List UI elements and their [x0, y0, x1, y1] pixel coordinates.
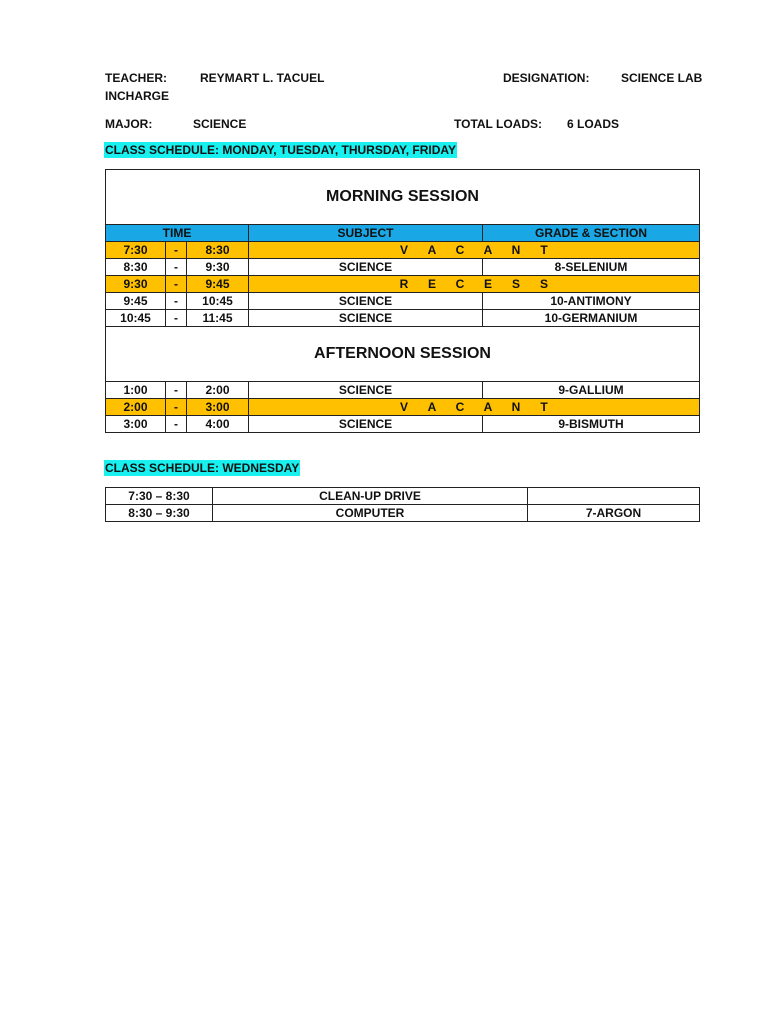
time-dash: -	[166, 310, 187, 327]
time-end: 9:45	[187, 276, 249, 293]
time-start: 8:30	[106, 259, 166, 276]
time-dash: -	[166, 293, 187, 310]
designation-value: SCIENCE LAB	[621, 71, 703, 85]
teacher-label: TEACHER:	[105, 71, 167, 85]
major-label: MAJOR:	[105, 117, 153, 131]
time-dash: -	[166, 399, 187, 416]
total-loads-value: 6 LOADS	[567, 117, 620, 131]
column-header-row	[106, 225, 700, 242]
time-start: 9:45	[106, 293, 166, 310]
table-row	[106, 310, 700, 327]
subject-cell: V A C A N T	[249, 399, 700, 416]
wed-section-cell	[528, 488, 700, 505]
table-row	[106, 488, 700, 505]
time-start: 2:00	[106, 399, 166, 416]
wed-time-cell: 8:30 – 9:30	[106, 505, 213, 522]
time-end: 4:00	[187, 416, 249, 433]
table-row	[106, 382, 700, 399]
total-loads-label: TOTAL LOADS:	[454, 117, 542, 131]
subject-cell: V A C A N T	[249, 242, 700, 259]
section-cell: 9-BISMUTH	[483, 416, 700, 433]
wed-time-cell: 7:30 – 8:30	[106, 488, 213, 505]
time-end: 11:45	[187, 310, 249, 327]
table-row	[106, 416, 700, 433]
wed-subject-cell: COMPUTER	[213, 505, 528, 522]
table-row	[106, 293, 700, 310]
time-end: 2:00	[187, 382, 249, 399]
schedule-table	[105, 169, 700, 433]
time-end: 9:30	[187, 259, 249, 276]
table-row	[106, 505, 700, 522]
teacher-name: REYMART L. TACUEL	[200, 71, 325, 85]
wed-section-cell: 7-ARGON	[528, 505, 700, 522]
time-start: 10:45	[106, 310, 166, 327]
time-dash: -	[166, 242, 187, 259]
section-cell: 10-GERMANIUM	[483, 310, 700, 327]
designation-label: DESIGNATION:	[503, 71, 590, 85]
afternoon-session-row	[106, 327, 700, 382]
wed-subject-cell: CLEAN-UP DRIVE	[213, 488, 528, 505]
designation-value-cont: INCHARGE	[105, 89, 170, 103]
section-cell: 10-ANTIMONY	[483, 293, 700, 310]
schedule-mttf-title: CLASS SCHEDULE: MONDAY, TUESDAY, THURSDAY, FRIDAY	[105, 143, 456, 157]
subject-cell: SCIENCE	[249, 382, 483, 399]
time-end: 3:00	[187, 399, 249, 416]
subject-cell: SCIENCE	[249, 259, 483, 276]
time-start: 9:30	[106, 276, 166, 293]
time-dash: -	[166, 276, 187, 293]
time-end: 8:30	[187, 242, 249, 259]
table-row	[106, 276, 700, 293]
time-end: 10:45	[187, 293, 249, 310]
time-dash: -	[166, 259, 187, 276]
subject-cell: R E C E S S	[249, 276, 700, 293]
subject-cell: SCIENCE	[249, 310, 483, 327]
table-row	[106, 399, 700, 416]
time-start: 3:00	[106, 416, 166, 433]
column-header-time: TIME	[106, 225, 249, 242]
time-start: 1:00	[106, 382, 166, 399]
subject-cell: SCIENCE	[249, 293, 483, 310]
subject-cell: SCIENCE	[249, 416, 483, 433]
column-header-section: GRADE & SECTION	[483, 225, 700, 242]
afternoon-session-title: AFTERNOON SESSION	[106, 327, 700, 382]
table-row	[106, 259, 700, 276]
major-value: SCIENCE	[193, 117, 247, 131]
time-dash: -	[166, 382, 187, 399]
column-header-subject: SUBJECT	[249, 225, 483, 242]
time-dash: -	[166, 416, 187, 433]
section-cell: 8-SELENIUM	[483, 259, 700, 276]
schedule-wed-title: CLASS SCHEDULE: WEDNESDAY	[105, 461, 300, 475]
wednesday-table	[105, 487, 700, 522]
morning-session-title: MORNING SESSION	[106, 170, 700, 225]
table-row	[106, 242, 700, 259]
time-start: 7:30	[106, 242, 166, 259]
section-cell: 9-GALLIUM	[483, 382, 700, 399]
morning-session-row	[106, 170, 700, 225]
